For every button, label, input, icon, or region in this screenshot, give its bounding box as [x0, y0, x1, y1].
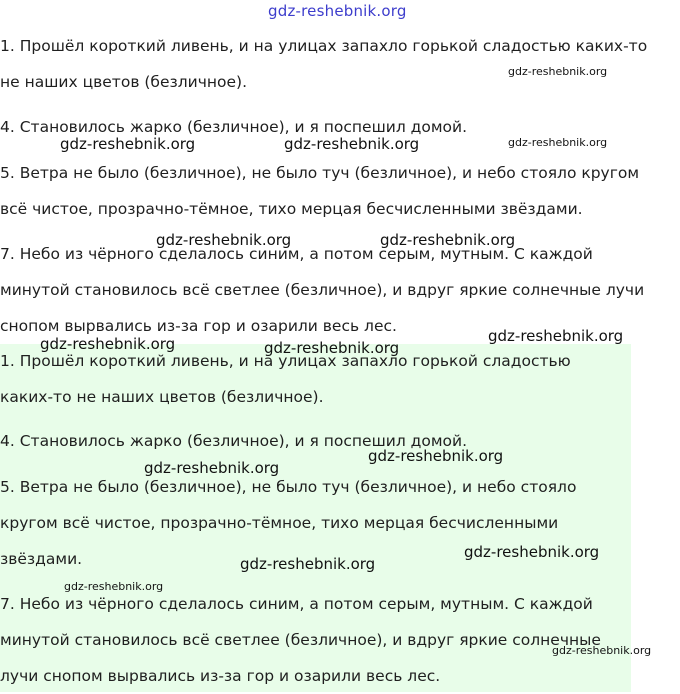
watermark: gdz-reshebnik.org — [64, 580, 164, 593]
answer-sentence-4: 4. Становилось жарко (безличное), и я поспешил домой. — [0, 432, 468, 450]
watermark: gdz-reshebnik.org — [552, 644, 652, 657]
watermark: gdz-reshebnik.org — [464, 543, 600, 561]
answer-sentence-1-line-2: каких-то не наших цветов (безличное). — [0, 388, 324, 406]
watermark: gdz-reshebnik.org — [380, 231, 516, 249]
task-sentence-5-line-2: всё чистое, прозрачно-тёмное, тихо мерцая бесчисленными звёздами. — [0, 200, 583, 218]
watermark: gdz-reshebnik.org — [264, 339, 400, 357]
answer-sentence-5-line-1: 5. Ветра не было (безличное), не было туч (безличное), и небо стояло — [0, 478, 577, 496]
answer-sentence-5-line-3: звёздами. — [0, 550, 83, 568]
watermark: gdz-reshebnik.org — [488, 327, 624, 345]
task-sentence-5-line-1: 5. Ветра не было (безличное), не было туч (безличное), и небо стояло кругом — [0, 164, 640, 182]
answer-sentence-7-line-2: минутой становилось всё светлее (безличное), и вдруг яркие солнечные — [0, 631, 601, 649]
watermark: gdz-reshebnik.org — [368, 447, 504, 465]
watermark: gdz-reshebnik.org — [508, 65, 608, 78]
watermark: gdz-reshebnik.org — [240, 555, 376, 573]
answer-sentence-7-line-1: 7. Небо из чёрного сделалось синим, а потом серым, мутным. С каждой — [0, 595, 593, 613]
task-sentence-1-line-1: 1. Прошёл короткий ливень, и на улицах запахло горькой сладостью каких-то — [0, 37, 648, 55]
watermark: gdz-reshebnik.org — [508, 136, 608, 149]
watermark: gdz-reshebnik.org — [60, 135, 196, 153]
task-sentence-7-line-1: 7. Небо из чёрного сделалось синим, а потом серым, мутным. С каждой — [0, 245, 593, 263]
site-link[interactable]: gdz-reshebnik.org — [268, 2, 407, 20]
watermark: gdz-reshebnik.org — [284, 135, 420, 153]
watermark: gdz-reshebnik.org — [156, 231, 292, 249]
answer-sentence-1-line-1: 1. Прошёл короткий ливень, и на улицах запахло горькой сладостью — [0, 352, 571, 370]
task-sentence-7-line-3: снопом вырвались из-за гор и озарили весь лес. — [0, 317, 397, 335]
watermark: gdz-reshebnik.org — [40, 335, 176, 353]
answer-sentence-5-line-2: кругом всё чистое, прозрачно-тёмное, тихо мерцая бесчисленными — [0, 514, 559, 532]
task-sentence-4: 4. Становилось жарко (безличное), и я поспешил домой. — [0, 118, 468, 136]
task-sentence-7-line-2: минутой становилось всё светлее (безличное), и вдруг яркие солнечные лучи — [0, 281, 645, 299]
task-sentence-1-line-2: не наших цветов (безличное). — [0, 73, 248, 91]
answer-sentence-7-line-3: лучи снопом вырвались из-за гор и озарили весь лес. — [0, 667, 441, 685]
watermark: gdz-reshebnik.org — [144, 459, 280, 477]
